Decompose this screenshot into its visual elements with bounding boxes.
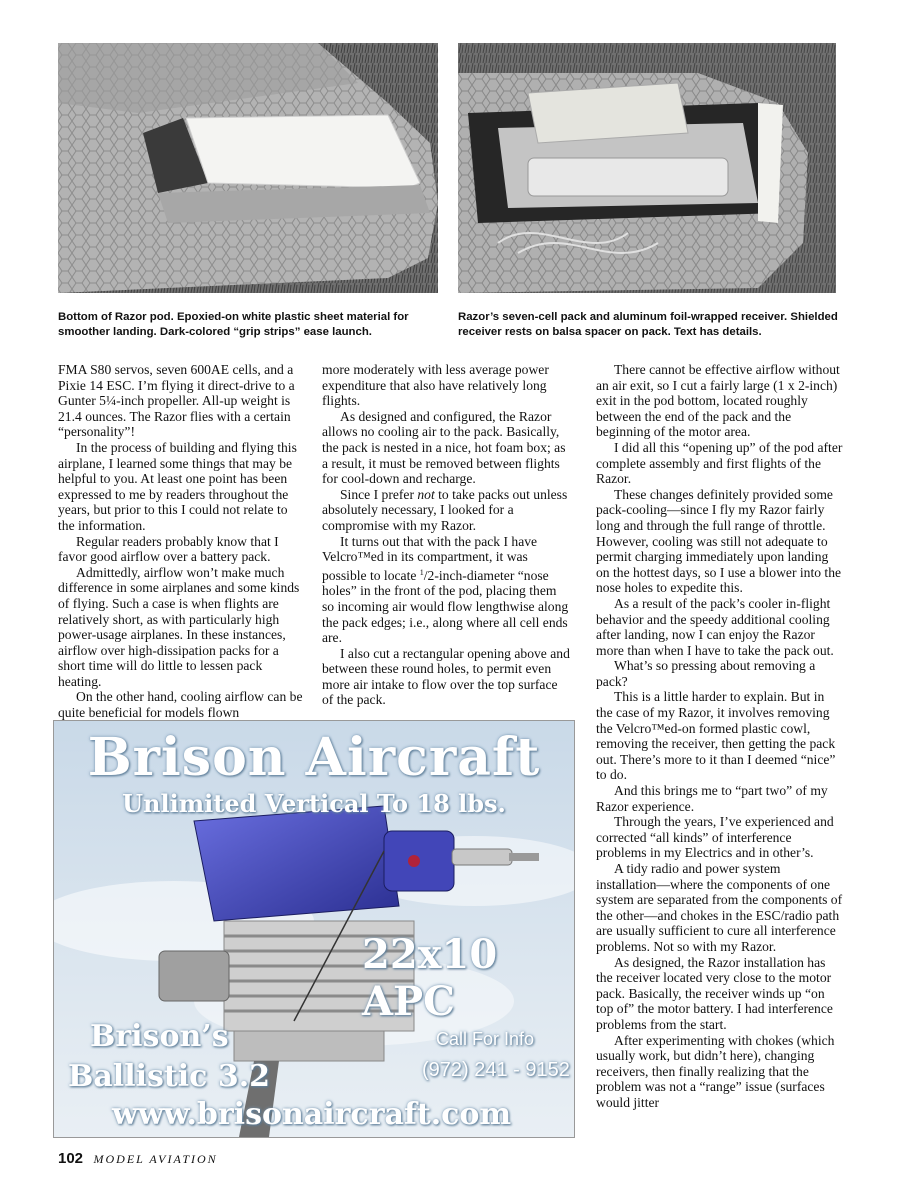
- paragraph: This is a little harder to explain. But in the case of my Razor, it involves removing the Velcro™ed-on formed plastic cowl, removing the receiver, then getting the pack out. There’s more to it than I deemed “nice” to do.: [596, 689, 836, 783]
- text-run: Since I prefer: [340, 486, 418, 502]
- paragraph: Admittedly, airflow won’t make much difference in some airplanes and some kinds of flying. Such a case is when flights are relatively short, as with particularly high power-usage airplanes. In these instances, airflow over high-dissipation packs for a short time will do little to lessen pack heating.: [58, 564, 300, 689]
- paragraph: I also cut a rectangular opening above and between these round holes, to permit even more air intake to flow over the top surface of the pack.: [322, 645, 570, 708]
- paragraph: On the other hand, cooling airflow can be quite beneficial for models flown: [58, 689, 303, 721]
- paragraph: What’s so pressing about removing a pack?: [596, 658, 816, 689]
- caption-right: Razor’s seven-cell pack and aluminum foil-wrapped receiver. Shielded receiver rests on balsa spacer on pack. Text has details.: [458, 311, 838, 338]
- text-run: to take packs out unless absolutely necessary, I looked for a compromise with my Razor.: [322, 486, 568, 533]
- paragraph: As designed and configured, the Razor allows no cooling air to the pack. Basically, the pack is nested in a nice, hot foam box; as a result, it must be removed between flights for cool-down and recharge.: [322, 408, 566, 487]
- paragraph: After experimenting with chokes (which usually work, but didn’t here), changing receivers, then finally realizing that the problem was not a “range” issue (surfaces would jitter: [596, 1032, 835, 1110]
- paragraph: A tidy radio and power system installation—where the components of one system are separated from the components of the other—and chokes in the ESC/radio path are usually sufficient to cure all interference problems. Not so with my Razor.: [596, 861, 843, 954]
- text-run: It turns out that with the pack I have Velcro™ed in its compartment, it was possible to locate: [322, 533, 538, 583]
- photo-razor-pack-receiver: [458, 43, 836, 293]
- text-column-2: [322, 362, 570, 708]
- ad-subtitle: Unlimited Vertical To 18 lbs.: [122, 789, 506, 818]
- ad-website-link[interactable]: www.brisonaircraft.com: [112, 1097, 512, 1132]
- paragraph: As a result of the pack’s cooler in-flight behavior and the speedy additional cooling after landing, now I can enjoy the Razor more than when I have to take the pack out.: [596, 595, 834, 658]
- paragraph: There cannot be effective airflow without an air exit, so I cut a fairly large (1 x 2-inch) exit in the pod bottom, located roughly between the end of the pack and the beginning of the motor area.: [596, 362, 840, 440]
- ad-title: Brison Aircraft: [87, 727, 541, 788]
- ad-call-for-info: Call For Info: [436, 1029, 535, 1049]
- paragraph: In the process of building and flying this airplane, I learned some things that may be helpful to you. At least one point has been expressed to me by readers throughout the years, but prior to this I could not relate to the information.: [58, 439, 297, 533]
- brison-aircraft-ad[interactable]: [53, 720, 575, 1138]
- caption-left: Bottom of Razor pod. Epoxied-on white plastic sheet material for smoother landing. Dark-colored “grip strips” ease launch.: [58, 311, 409, 338]
- fraction-numerator: 1: [419, 567, 424, 577]
- text-column-1: [58, 362, 306, 721]
- ad-brand-line-1: Brison’s: [90, 1019, 229, 1054]
- ad-brand-line-2: Ballistic 3.2: [68, 1059, 271, 1094]
- paragraph: As designed, the Razor installation has the receiver located very close to the motor pack. Basically, the receiver winds up “on top of” the motor battery. I had interference problems from the start.: [596, 954, 833, 1032]
- photo-razor-pod-bottom: [58, 43, 438, 293]
- paragraph: [322, 534, 570, 646]
- emphasis: not: [417, 486, 435, 502]
- paragraph: These changes definitely provided some pack-cooling—since I fly my Razor fairly long and through the full range of throttle. However, cooling was still not adequate to permit charging immediately upon landing on the hottest days, so I use a blower into the nose holes to expedite this.: [596, 486, 842, 596]
- ad-phone-number: (972) 241 - 9152: [422, 1059, 570, 1081]
- paragraph: [322, 487, 570, 534]
- text-column-3: [596, 362, 844, 1111]
- paragraph: Regular readers probably know that I favor good airflow over a battery pack.: [58, 533, 279, 565]
- paragraph: FMA S80 servos, seven 600AE cells, and a Pixie 14 ESC. I’m flying it direct-drive to a Gunter 5¼-inch propeller. All-up weight is 21.4 ounces. The Razor flies with a certain “personality”!: [58, 362, 295, 440]
- paragraph: Through the years, I’ve experienced and corrected “all kinds” of interference problems in my Electrics and in other’s.: [596, 814, 834, 861]
- text-run: /2-inch-diameter “nose holes” in the front of the pod, placing them so incoming air would flow lengthwise along the pack edges; i.e., along where all cell ends are.: [322, 567, 569, 646]
- ad-propeller: 22x10 APC: [362, 931, 498, 1025]
- paragraph: I did all this “opening up” of the pod after complete assembly and first flights of the Razor.: [596, 439, 843, 487]
- page-footer: [58, 1150, 218, 1168]
- paragraph: more moderately with less average power expenditure that also have relatively long flights.: [322, 362, 549, 409]
- page-number: 102: [58, 1150, 84, 1167]
- magazine-name: MODEL AVIATION: [93, 1152, 218, 1166]
- paragraph: And this brings me to “part two” of my Razor experience.: [596, 783, 828, 814]
